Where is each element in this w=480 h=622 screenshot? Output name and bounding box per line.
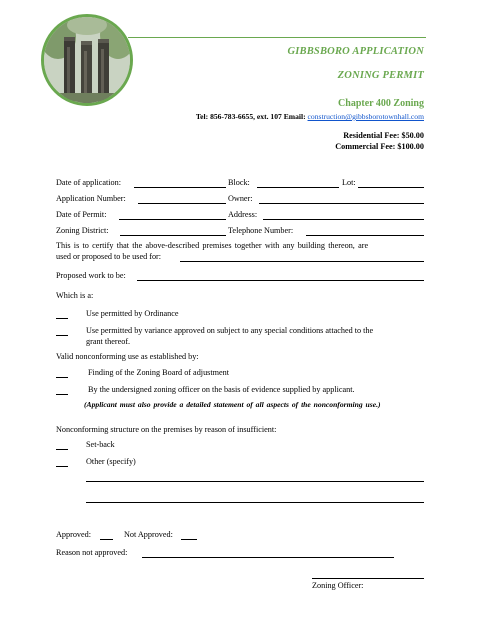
block-label: Block:	[228, 178, 250, 187]
telephone-number-label: Telephone Number:	[228, 226, 294, 235]
use-field[interactable]	[180, 261, 424, 262]
approved-field[interactable]	[100, 539, 113, 540]
valid-nonconforming-label: Valid nonconforming use as established by:	[56, 352, 199, 361]
certify-text-line2: used or proposed to be used for:	[56, 252, 162, 261]
page-title: GIBBSBORO APPLICATION	[287, 46, 424, 57]
date-of-permit-field[interactable]	[119, 219, 226, 220]
variance-option-label-line1: Use permitted by variance approved on subject to any special conditions attached to the	[86, 326, 374, 335]
residential-fee: Residential Fee: $50.00	[343, 131, 424, 140]
officer-option-label: By the undersigned zoning officer on the basis of evidence supplied by applicant.	[88, 385, 355, 394]
address-field[interactable]	[263, 219, 424, 220]
zoning-district-field[interactable]	[120, 235, 226, 236]
board-option-label: Finding of the Zoning Board of adjustment	[88, 368, 229, 377]
other-option-label: Other (specify)	[86, 457, 136, 466]
zoning-officer-signature-line[interactable]	[312, 578, 424, 579]
board-checkbox[interactable]	[56, 377, 68, 378]
application-number-field[interactable]	[138, 203, 226, 204]
header-rule	[128, 37, 426, 38]
application-number-label: Application Number:	[56, 194, 126, 203]
other-specify-line-2[interactable]	[86, 502, 424, 503]
proposed-work-field[interactable]	[137, 280, 424, 281]
page-subtitle: ZONING PERMIT	[337, 70, 424, 81]
variance-option-label-line2: grant thereof.	[86, 337, 131, 346]
zoning-officer-label: Zoning Officer:	[312, 581, 364, 590]
nonconforming-structure-label: Nonconforming structure on the premises by reason of insufficient:	[56, 425, 277, 434]
reason-not-approved-label: Reason not approved:	[56, 548, 128, 557]
ordinance-option-label: Use permitted by Ordinance	[86, 309, 179, 318]
telephone-number-field[interactable]	[306, 235, 424, 236]
zoning-district-label: Zoning District:	[56, 226, 109, 235]
other-checkbox[interactable]	[56, 466, 68, 467]
certify-text-line1: This is to certify that the above-described premises together with any building thereon, are	[56, 241, 369, 250]
not-approved-field[interactable]	[181, 539, 197, 540]
setback-option-label: Set-back	[86, 440, 115, 449]
lot-label: Lot:	[342, 178, 356, 187]
chapter-heading: Chapter 400 Zoning	[338, 98, 424, 109]
lot-field[interactable]	[358, 187, 424, 188]
commercial-fee: Commercial Fee: $100.00	[335, 142, 424, 151]
block-field[interactable]	[257, 187, 339, 188]
contact-line	[196, 112, 424, 121]
reason-not-approved-field[interactable]	[142, 557, 394, 558]
variance-checkbox[interactable]	[56, 335, 68, 336]
approved-label: Approved:	[56, 530, 92, 539]
date-of-permit-label: Date of Permit:	[56, 210, 107, 219]
ordinance-checkbox[interactable]	[56, 318, 68, 319]
town-logo	[41, 14, 133, 106]
which-is-label: Which is a:	[56, 291, 94, 300]
owner-label: Owner:	[228, 194, 253, 203]
not-approved-label: Not Approved:	[124, 530, 173, 539]
proposed-work-label: Proposed work to be:	[56, 271, 126, 280]
officer-checkbox[interactable]	[56, 394, 68, 395]
applicant-note: (Applicant must also provide a detailed statement of all aspects of the nonconforming use.)	[84, 400, 381, 409]
date-of-application-label: Date of application:	[56, 178, 122, 187]
contact-text: Tel: 856-783-6655, ext. 107 Email:	[195, 112, 308, 121]
email-link[interactable]: construction@gibbsborotownhall.com	[307, 112, 424, 121]
owner-field[interactable]	[259, 203, 424, 204]
setback-checkbox[interactable]	[56, 449, 68, 450]
address-label: Address:	[228, 210, 258, 219]
other-specify-line-1[interactable]	[86, 481, 424, 482]
smokestacks-photo-icon	[44, 17, 130, 103]
date-of-application-field[interactable]	[134, 187, 226, 188]
